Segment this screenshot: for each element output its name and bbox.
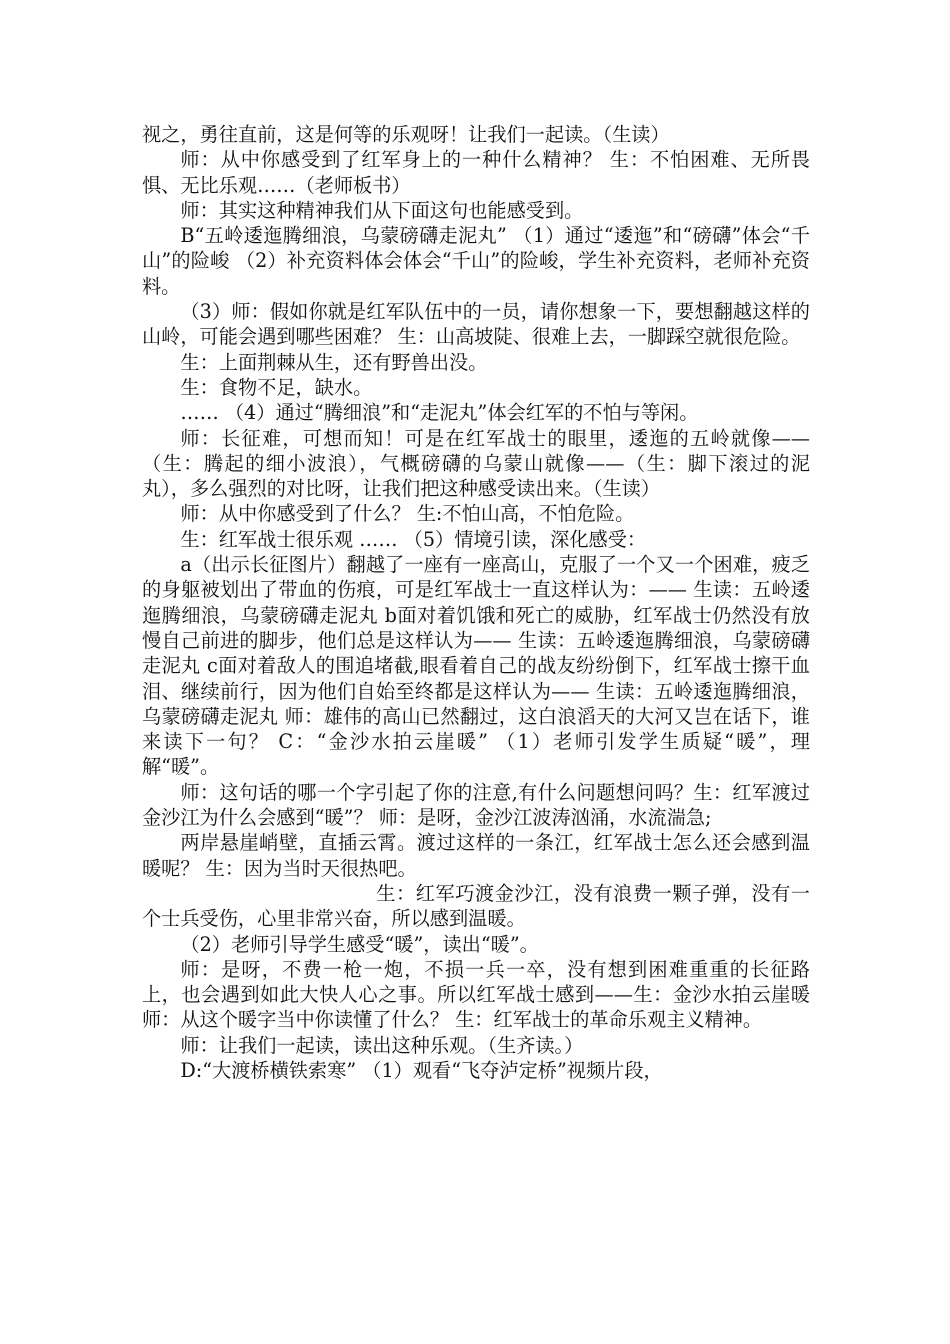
paragraph: 师：是呀，不费一枪一炮，不损一兵一卒，没有想到困难重重的长征路上，也会遇到如此大快人心之事。所以红军战士感到——生：金沙水拍云崖暖 师：从这个暖字当中你读懂了什么？ 生：红军战士的革命乐观主义精神。 [142, 957, 810, 1032]
paragraph: 生：食物不足，缺水。 [180, 375, 373, 399]
paragraph: 视之，勇往直前，这是何等的乐观呀！让我们一起读。（生读） [142, 123, 670, 146]
paragraph: 师：从中你感受到了红军身上的一种什么精神？ 生：不怕困难、无所畏惧、无比乐观……（老师板书） [142, 148, 810, 197]
paragraph: 师：这句话的哪一个字引起了你的注意,有什么问题想问吗？生：红军渡过金沙江为什么会感到“暖”？ 师：是呀，金沙江波涛汹涌，水流湍急; [142, 780, 810, 830]
paragraph: 师：长征难，可想而知！可是在红军战士的眼里，逶迤的五岭就像——（生：腾起的细小波浪），气概磅礴的乌蒙山就像——（生：脚下滚过的泥丸），多么强烈的对比呀，让我们把这种感受读出来。（生读） [142, 426, 810, 501]
document-body [142, 122, 810, 1083]
paragraph: （2）老师引导学生感受“暖”，读出“暖”。 [180, 932, 539, 956]
paragraph: a（出示长征图片）翻越了一座有一座高山，克服了一个又一个困难，疲乏的身躯被划出了带血的伤痕，可是红军战士一直这样认为：—— 生读：五岭逶迤腾细浪，乌蒙磅礴走泥丸 b面对着饥饿和死亡的威胁，红军战士仍然没有放慢自己前进的脚步，他们总是这样认为—— 生读：五岭逶迤腾细浪，乌蒙磅礴走泥丸 c面对着敌人的围追堵截,眼看着自己的战友纷纷倒下，红军战士擦干血泪、继续前行，因为他们自始至终都是这样认为—— 生读：五岭逶迤腾细浪，乌蒙磅礴走泥丸 师：雄伟的高山已然翻过，这白浪滔天的大河又岂在话下，谁来读下一句？ C：“金沙水拍云崖暖” （1）老师引发学生质疑“暖”，理解“暖”。 [142, 553, 810, 779]
paragraph: 两岸悬崖峭壁，直插云霄。渡过这样的一条江，红军战士怎么还会感到温暖呢？ 生：因为当时天很热吧。 [142, 831, 810, 880]
paragraph: …… （4）通过“腾细浪”和“走泥丸”体会红军的不怕与等闲。 [180, 401, 699, 425]
paragraph: D:“大渡桥横铁索寒” （1）观看“飞夺泸定桥”视频片段， [180, 1058, 663, 1082]
paragraph: （3）师：假如你就是红军队伍中的一员，请你想象一下，要想翻越这样的山岭，可能会遇到哪些困难？ 生：山高坡陡、很难上去，一脚踩空就很危险。 [142, 300, 810, 349]
paragraph: 生：上面荆棘从生，还有野兽出没。 [180, 350, 488, 374]
paragraph: 师：从中你感受到了什么？ 生:不怕山高，不怕危险。 [180, 502, 635, 526]
paragraph: 生：红军巧渡金沙江，没有浪费一颗子弹，没有一个士兵受伤，心里非常兴奋，所以感到温暖。 [142, 881, 810, 931]
paragraph: 师：其实这种精神我们从下面这句也能感受到。 [180, 198, 584, 222]
paragraph: B“五岭逶迤腾细浪，乌蒙磅礴走泥丸” （1）通过“逶迤”和“磅礴”体会“千山”的险峻 （2）补充资料体会体会“千山”的险峻，学生补充资料，老师补充资料。 [142, 224, 810, 298]
paragraph: 师：让我们一起读，读出这种乐观。（生齐读。） [180, 1033, 584, 1057]
paragraph: 生：红军战士很乐观 …… （5）情境引读，深化感受： [180, 527, 647, 551]
